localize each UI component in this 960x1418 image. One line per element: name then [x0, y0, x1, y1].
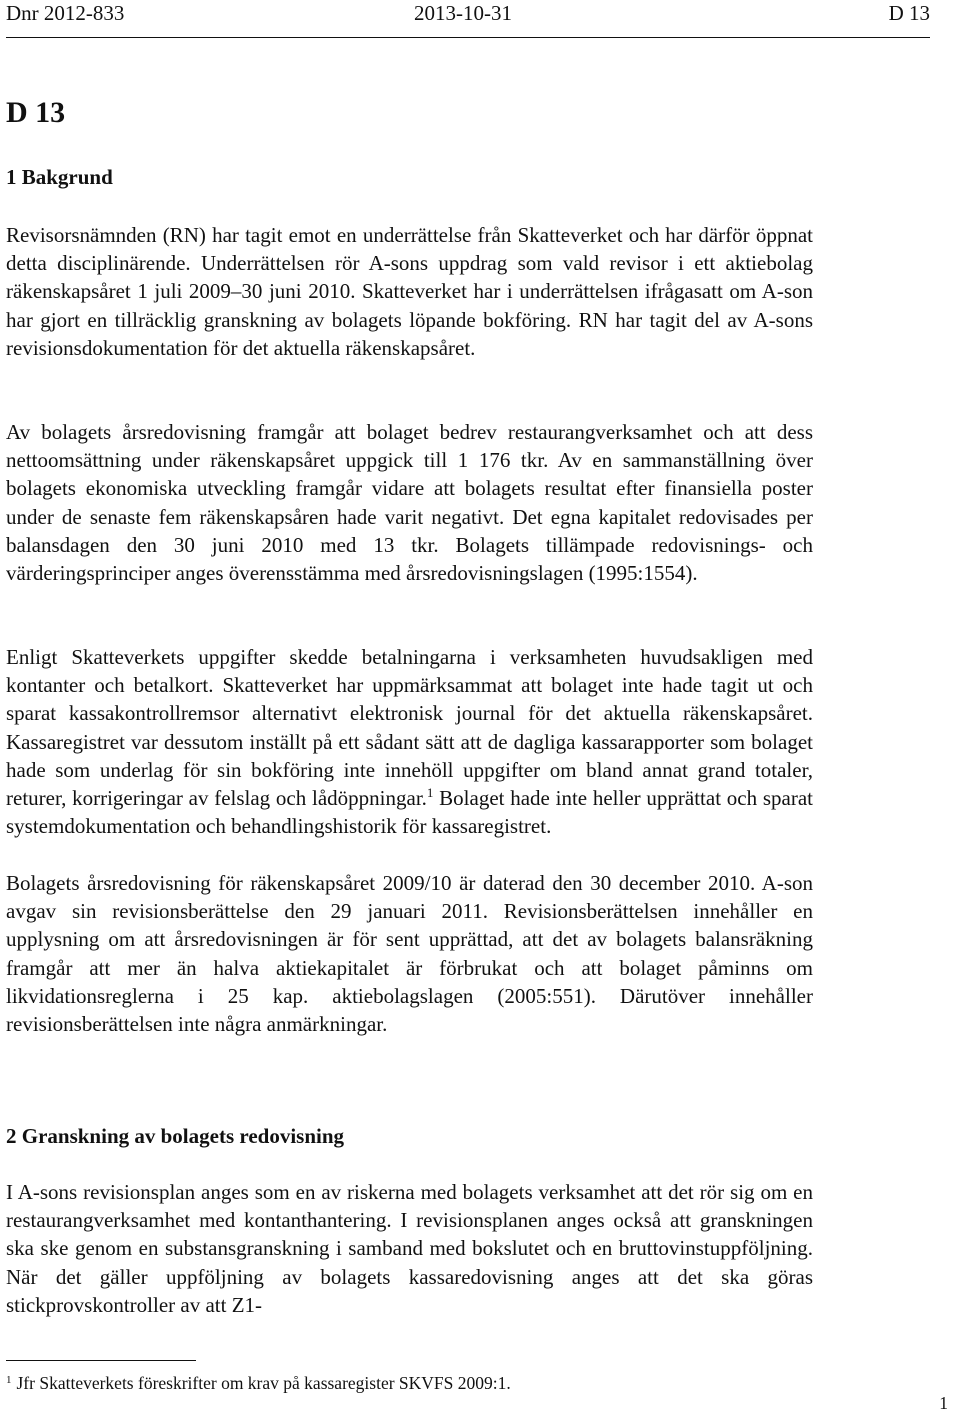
footnote-divider	[6, 1360, 196, 1361]
page-number: 1	[939, 1393, 948, 1413]
section-heading-bakgrund: 1 Bakgrund	[6, 165, 113, 189]
document-title: D 13	[6, 96, 66, 129]
footnote-reference: 1	[426, 785, 434, 801]
header-dnr: Dnr 2012-833	[6, 1, 125, 25]
footnote-number: 1	[6, 1374, 12, 1386]
paragraph-bakgrund-4: Bolagets årsredovisning för räkenskapsåret 2009/10 är daterad den 30 december 2010. A-son avgav sin revisionsberättelse den 29 januari 2011. Revisionsberättelsen innehåller en upplysning om att årsredovisningen är för sent upprättad, att det av bolagets balansräkning framgår att mer än halva aktiekapitalet är förbrukat och att bolaget påminns om likvidationsreglerna i 25 kap. aktiebolagslagen (2005:551). Därutöver innehåller revisionsberättelsen inte några anmärkningar.	[6, 871, 813, 1037]
header-divider	[6, 37, 930, 38]
footnote	[6, 1371, 511, 1395]
page-header	[6, 0, 930, 27]
paragraph-granskning-1: I A-sons revisionsplan anges som en av riskerna med bolagets verksamhet att det rör sig om en restaurangverksamhet med kontanthantering. I revisionsplanen anges också att granskningen ska ske genom en substansgranskning i samband med bokslutet och en bruttovinstuppföljning. När det gäller uppföljning av bolagets kassaredovisning anges att det ska göras stickprovskontroller av att Z1-	[6, 1180, 813, 1317]
paragraph-bakgrund-3-text-b: Bolaget hade inte heller upprättat och sparat systemdokumentation och behandlingshistorik för kassaregistret.	[6, 786, 813, 839]
section-heading-granskning: 2 Granskning av bolagets redovisning	[6, 1124, 345, 1148]
footnote-text: Jfr Skatteverkets föreskrifter om krav på kassaregister SKVFS 2009:1.	[16, 1373, 511, 1393]
paragraph-bakgrund-1: Revisorsnämnden (RN) har tagit emot en underrättelse från Skatteverket och har därför öppnat detta disciplinärende. Underrättelsen rör A-sons uppdrag som vald revisor i ett aktiebolag räkenskapsåret 1 juli 2009–30 juni 2010. Skatteverket har i underrättelsen ifrågasatt om A-son har gjort en tillräcklig granskning av bolagets löpande bokföring. RN har tagit del av A-sons revisionsdokumentation för det aktuella räkenskapsåret.	[6, 223, 813, 360]
paragraph-bakgrund-3	[6, 643, 813, 840]
paragraph-bakgrund-2: Av bolagets årsredovisning framgår att bolaget bedrev restaurangverksamhet och att dess nettoomsättning under räkenskapsåret uppgick till 1 176 tkr. Av en sammanställning över bolagets ekonomiska utveckling framgår vidare att bolagets resultat efter finansiella poster under de senaste fem räkenskapsåren hade varit negativt. Det egna kapitalet redovisades per balansdagen den 30 juni 2010 med 13 tkr. Bolagets tillämpade redovisnings- och värderingsprinciper anges överensstämma med årsredovisningslagen (1995:1554).	[6, 420, 813, 586]
paragraph-bakgrund-3-text-a: Enligt Skatteverkets uppgifter skedde betalningarna i verksamheten huvudsakligen med kontanter och betalkort. Skatteverket har uppmärksammat att bolaget inte hade tagit ut och sparat kassakontrollremsor alternativt elektronisk journal för det aktuella räkenskapsåret. Kassaregistret var dessutom inställt på ett sådant sätt att de dagliga kassarapporter som bolaget hade som underlag för sin bokföring inte innehöll uppgifter om bland annat grand totaler, returer, korrigeringar av felslag och lådöppningar.	[6, 645, 813, 811]
header-case-id: D 13	[888, 1, 930, 25]
header-date: 2013-10-31	[414, 1, 512, 25]
